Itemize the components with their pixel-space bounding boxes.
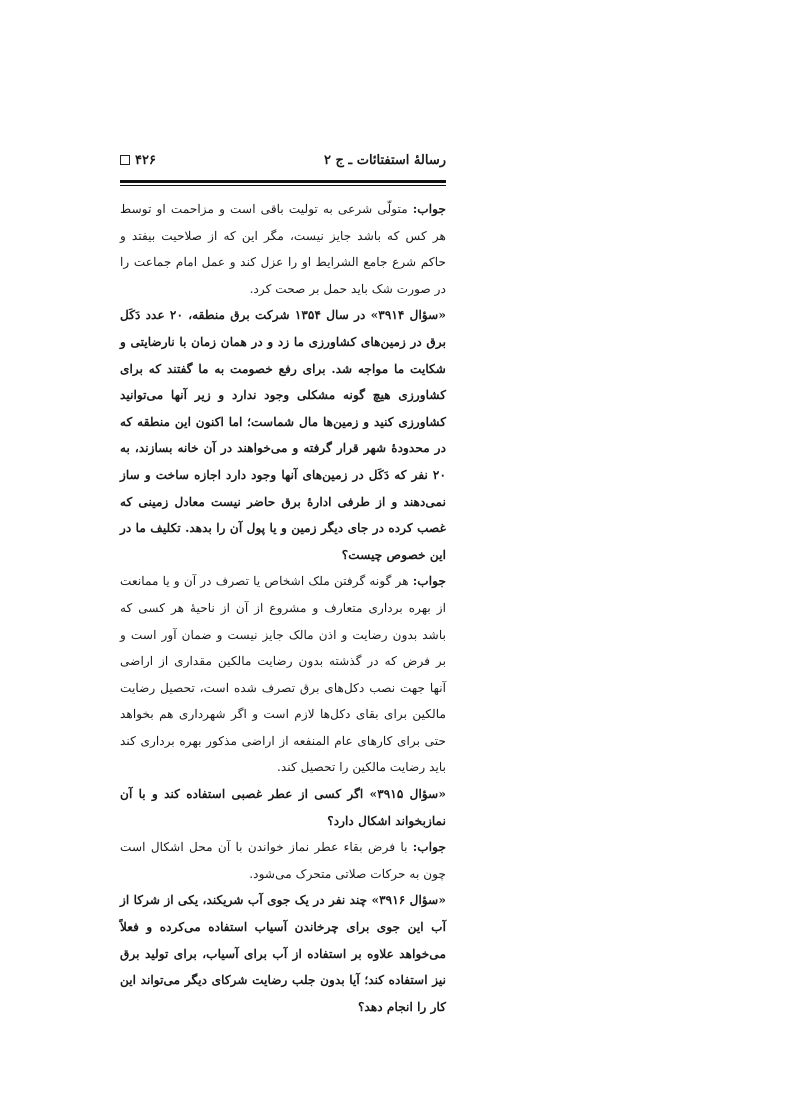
answer-paragraph: [120, 196, 446, 302]
answer-label: جواب:: [412, 574, 446, 589]
answer-paragraph: [120, 834, 446, 887]
answer-text: متولّی شرعی به تولیت باقی است و مزاحمت او توسط هر کس که باشد جایز نیست، مگر این که از صلاحیت بیفتد و حاکم شرع جامع الشرایط او را عزل کند و عمل امام جماعت را در صورت شک باید حمل بر صحت کرد.: [120, 202, 446, 296]
book-page: [120, 148, 446, 1020]
running-header: [120, 148, 446, 172]
header-rule-thin: [120, 185, 446, 186]
answer-text: هر گونه گرفتن ملک اشخاص یا تصرف در آن و یا ممانعت از بهره برداری متعارف و مشروع از آن از ناحیهٔ هر کسی که باشد بدون رضایت و اذن مالک جایز نیست و ضمان آور است و بر فرض که در گذشته بدون رضایت مالکین مقداری از اراضی آنها جهت نصب دکل‌های برق تصرف شده است، تحصیل رضایت مالکین برای بقای دکل‌ها لازم است و اگر شهرداری هم بخواهد حتی برای کارهای عام المنفعه از اراضی مذکور بهره برداری کند باید رضایت مالکین را تحصیل کند.: [120, 574, 446, 775]
answer-paragraph: [120, 568, 446, 781]
header-rule-thick: [120, 180, 446, 183]
question-text: «سؤال ۳۹۱۵» اگر کسی از عطر غصبی استفاده کند و با آن نمازبخواند اشکال دارد؟: [120, 787, 447, 828]
page-number: ۴۲۶: [135, 152, 156, 168]
page-bottom-edge: [0, 1086, 800, 1100]
question-text: «سؤال ۳۹۱۴» در سال ۱۳۵۴ شرکت برق منطقه، ۲۰ عدد دَکَل برق در زمین‌های کشاورزی ما زد و در همان زمان با نارضایتی و شکایت ما مواجه شد. برای رفع خصومت به ما گفتند که برای کشاورزی هیچ گونه مشکلی وجود ندارد و زیر آنها می‌توانید کشاورزی کنید و زمین‌ها مال شماست؛ اما اکنون این منطقه که در محدودهٔ شهر قرار گرفته و می‌خواهند در آن خانه بسازند، به ۲۰ نفر که دَکَل در زمین‌های آنها وجود دارد اجازه ساخت و ساز نمی‌دهند و از طرفی ادارهٔ برق حاضر نیست معادل زمینی که غصب کرده در جای دیگر زمین و یا پول آن را بدهد. تکلیف ما در این خصوص چیست؟: [120, 308, 447, 562]
book-title: رسالهٔ استفتائات ـ ج ۲: [323, 152, 446, 168]
answer-label: جواب:: [412, 840, 446, 855]
question-text: «سؤال ۳۹۱۶» چند نفر در یک جوی آب شریکند، یکی از شرکا از آب این جوی برای چرخاندن آسیاب استفاده می‌کرده و فعلاً می‌خواهد علاوه بر استفاده از آب برای آسیاب، برای تولید برق نیز استفاده کند؛ آیا بدون جلب رضایت شرکای دیگر می‌تواند این کار را انجام دهد؟: [120, 893, 446, 1014]
body-text: [120, 196, 446, 1020]
question-paragraph: [120, 302, 446, 568]
page-number-group: [120, 153, 156, 168]
answer-text: با فرض بقاء عطر نماز خواندن با آن محل اشکال است چون به حرکات صلاتی متحرک می‌شود.: [120, 840, 446, 881]
square-bullet-icon: [120, 155, 130, 165]
question-paragraph: [120, 781, 446, 834]
answer-label: جواب:: [412, 202, 446, 216]
question-paragraph: [120, 887, 446, 1020]
